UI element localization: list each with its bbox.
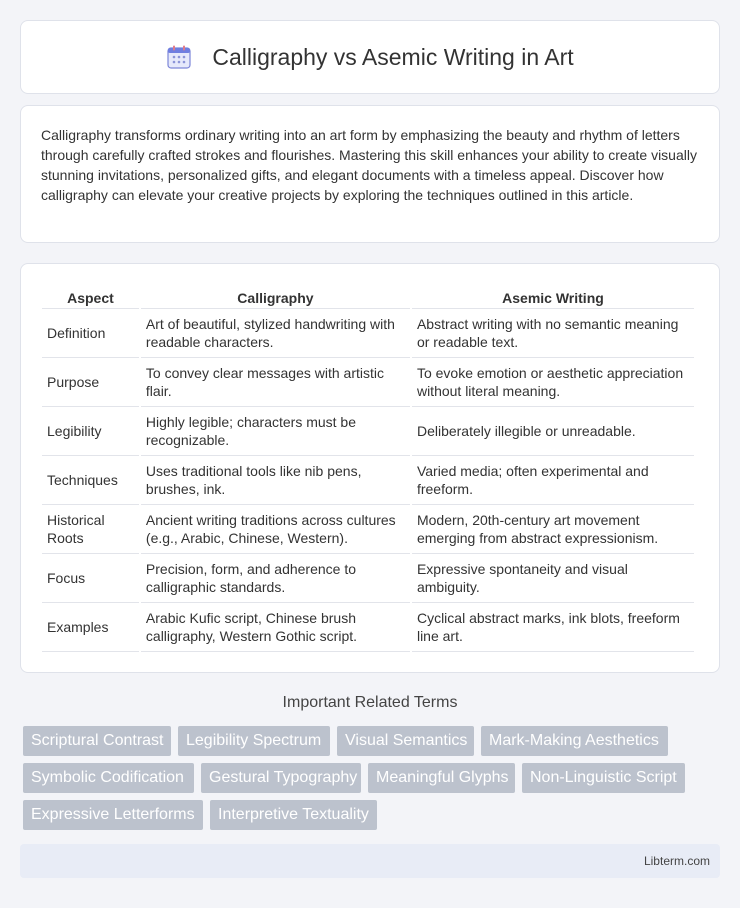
related-term-tag[interactable]: Interpretive Textuality: [210, 800, 377, 830]
asemic-cell: Cyclical abstract marks, ink blots, freeform line art.: [412, 603, 694, 652]
table-header: Aspect: [42, 281, 139, 309]
table-row: [42, 358, 694, 407]
calendar-icon: [166, 44, 192, 70]
related-term-tag[interactable]: Gestural Typography: [201, 763, 361, 793]
calligraphy-cell: Highly legible; characters must be recognizable.: [141, 407, 410, 456]
asemic-cell: Expressive spontaneity and visual ambiguity.: [412, 554, 694, 603]
related-term-tag[interactable]: Expressive Letterforms: [23, 800, 203, 830]
calligraphy-cell: Art of beautiful, stylized handwriting with readable characters.: [141, 309, 410, 358]
related-term-tag[interactable]: Mark-Making Aesthetics: [481, 726, 668, 756]
aspect-cell: Historical Roots: [42, 505, 139, 554]
aspect-cell: Legibility: [42, 407, 139, 456]
related-term-tag[interactable]: Visual Semantics: [337, 726, 474, 756]
aspect-cell: Purpose: [42, 358, 139, 407]
aspect-cell: Techniques: [42, 456, 139, 505]
intro-card: [20, 105, 720, 243]
related-term-tag[interactable]: Legibility Spectrum: [178, 726, 330, 756]
related-term-tag[interactable]: Non-Linguistic Script: [522, 763, 685, 793]
table-row: [42, 456, 694, 505]
asemic-cell: Varied media; often experimental and freeform.: [412, 456, 694, 505]
intro-text: Calligraphy transforms ordinary writing into an art form by emphasizing the beauty and rhythm of letters through carefully crafted strokes and flourishes. Mastering this skill enhances your ability to create visually stunning invitations, personalized gifts, and elegant documents with a timeless appeal. Discover how calligraphy can elevate your creative projects by exploring the techniques outlined in this article.: [41, 127, 697, 203]
aspect-cell: Definition: [42, 309, 139, 358]
calligraphy-cell: Arabic Kufic script, Chinese brush calligraphy, Western Gothic script.: [141, 603, 410, 652]
comparison-table: [40, 281, 696, 652]
table-row: [42, 554, 694, 603]
header-card: [20, 20, 720, 94]
asemic-cell: Modern, 20th-century art movement emerging from abstract expressionism.: [412, 505, 694, 554]
aspect-cell: Examples: [42, 603, 139, 652]
comparison-table-card: [20, 263, 720, 673]
table-row: [42, 603, 694, 652]
related-terms-title: Important Related Terms: [282, 694, 458, 711]
footer-site-link[interactable]: Libterm.com: [643, 854, 710, 868]
asemic-cell: Abstract writing with no semantic meaning or readable text.: [412, 309, 694, 358]
table-row: [42, 505, 694, 554]
aspect-cell: Focus: [42, 554, 139, 603]
table-header: Calligraphy: [141, 281, 410, 309]
related-term-tag[interactable]: Scriptural Contrast: [23, 726, 171, 756]
footer: [20, 844, 720, 878]
table-header: Asemic Writing: [412, 281, 694, 309]
related-term-tag[interactable]: Symbolic Codification: [23, 763, 194, 793]
table-header-row: [42, 281, 694, 309]
page-title: Calligraphy vs Asemic Writing in Art: [212, 43, 574, 70]
calligraphy-cell: Uses traditional tools like nib pens, brushes, ink.: [141, 456, 410, 505]
calligraphy-cell: To convey clear messages with artistic flair.: [141, 358, 410, 407]
table-row: [42, 407, 694, 456]
asemic-cell: To evoke emotion or aesthetic appreciation without literal meaning.: [412, 358, 694, 407]
calligraphy-cell: Ancient writing traditions across cultures (e.g., Arabic, Chinese, Western).: [141, 505, 410, 554]
asemic-cell: Deliberately illegible or unreadable.: [412, 407, 694, 456]
table-row: [42, 309, 694, 358]
related-term-tag[interactable]: Meaningful Glyphs: [368, 763, 515, 793]
calligraphy-cell: Precision, form, and adherence to calligraphic standards.: [141, 554, 410, 603]
